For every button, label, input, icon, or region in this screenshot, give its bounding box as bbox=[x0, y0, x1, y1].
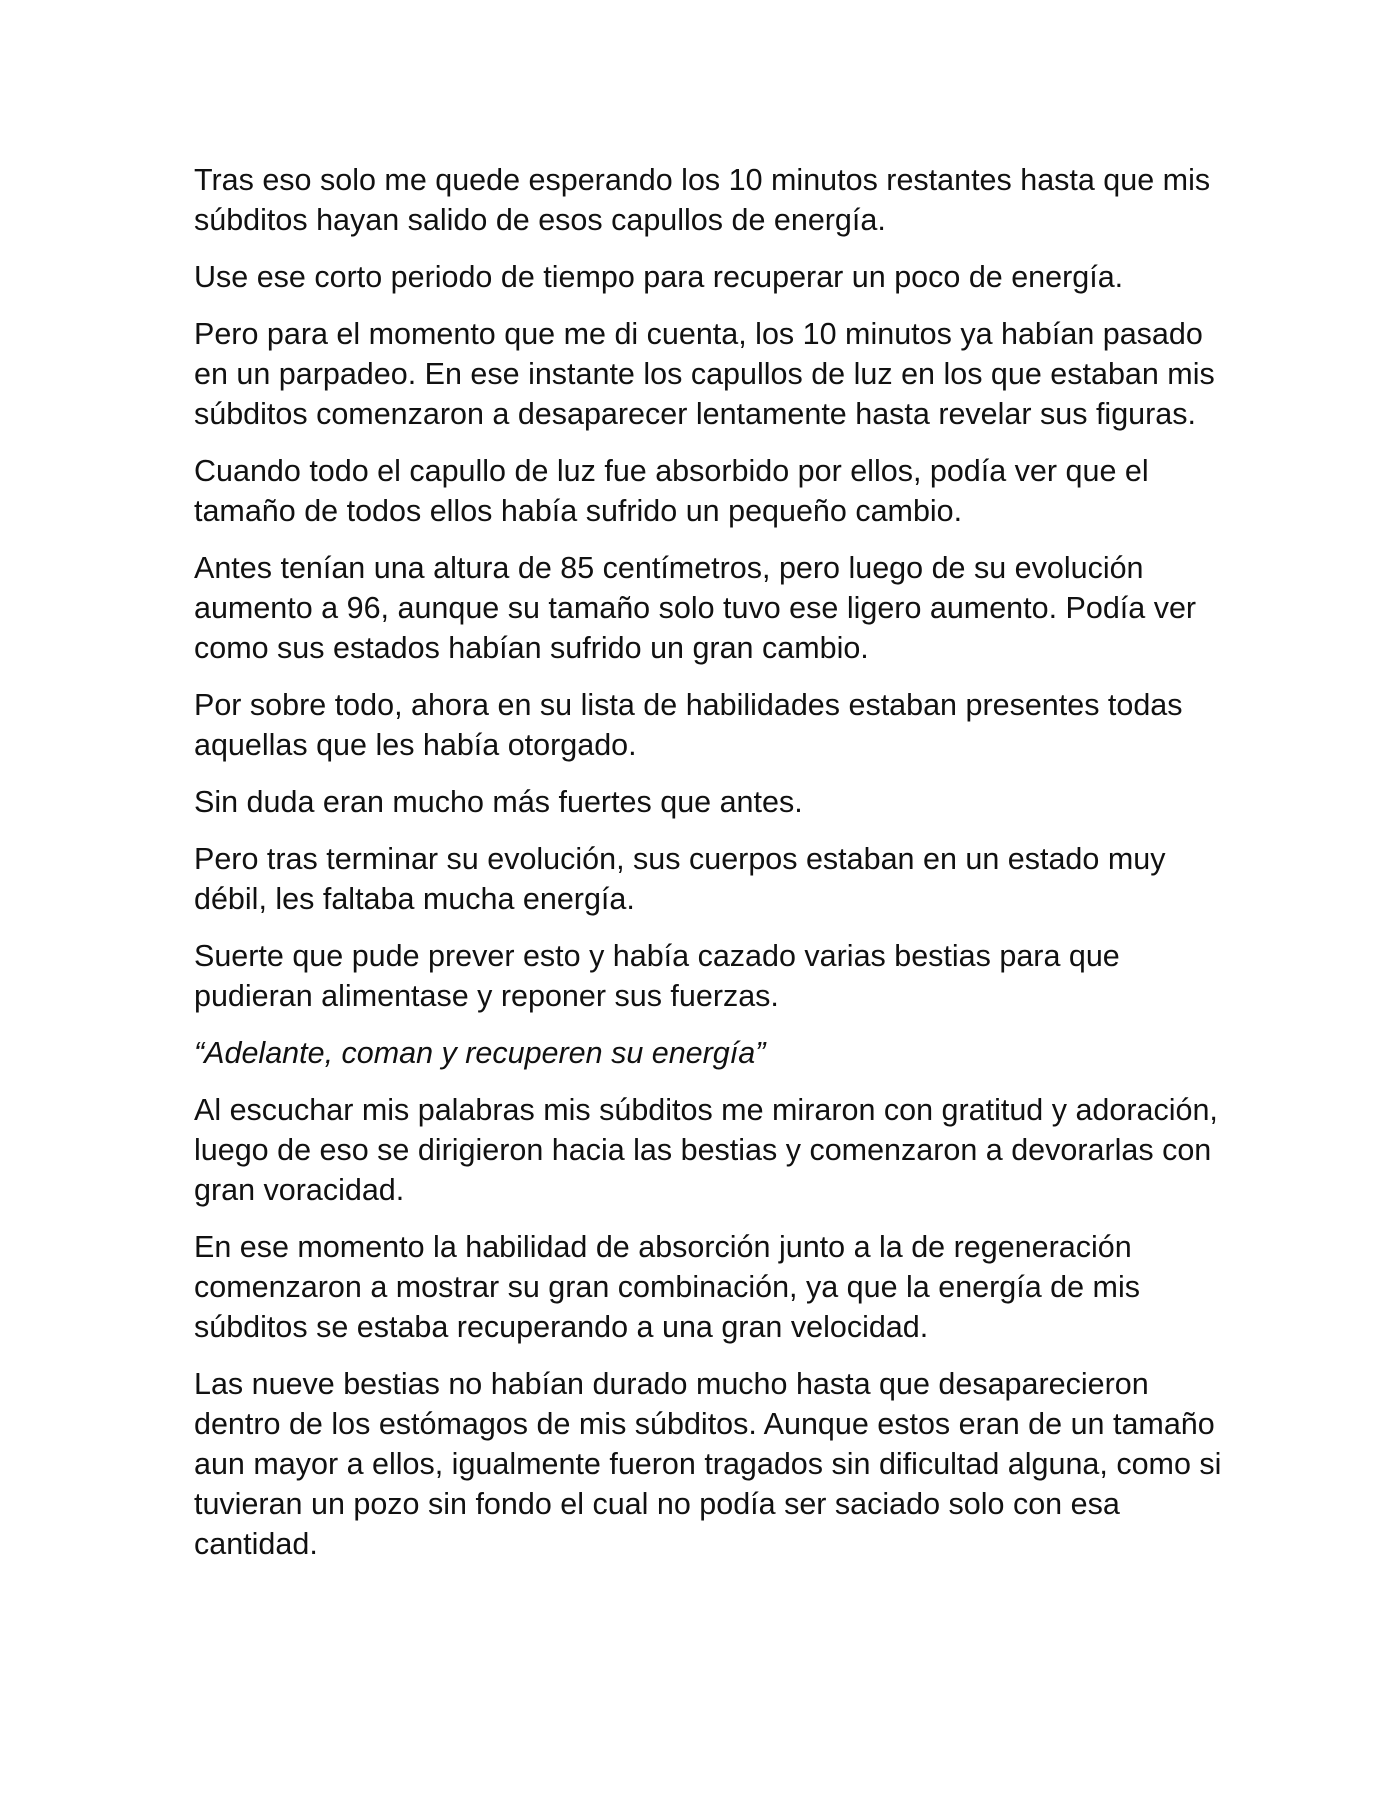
paragraph-12: En ese momento la habilidad de absorción junto a la de regeneración comenzaron a mostrar su gran combinación, ya que la energía de mis súbditos se estaba recuperando a una gran velocidad. bbox=[194, 1230, 1140, 1344]
paragraph-13: Las nueve bestias no habían durado mucho hasta que desaparecieron dentro de los estómagos de mis súbditos. Aunque estos eran de un tamaño aun mayor a ellos, igualmente fueron tragados sin dificultad alguna, como si tuvieran un pozo sin fondo el cual no podía ser saciado solo con esa cantidad. bbox=[194, 1367, 1222, 1561]
paragraph-3: Pero para el momento que me di cuenta, los 10 minutos ya habían pasado en un parpadeo. En ese instante los capullos de luz en los que estaban mis súbditos comenzaron a desaparecer lentamente hasta revelar sus figuras. bbox=[194, 317, 1215, 431]
dialogue-quote: “Adelante, coman y recuperen su energía” bbox=[194, 1036, 766, 1070]
paragraph-11: Al escuchar mis palabras mis súbditos me miraron con gratitud y adoración, luego de eso se dirigieron hacia las bestias y comenzaron a devorarlas con gran voracidad. bbox=[194, 1093, 1218, 1207]
paragraph-5: Antes tenían una altura de 85 centímetros, pero luego de su evolución aumento a 96, aunque su tamaño solo tuvo ese ligero aumento. Podía ver como sus estados habían sufrido un gran cambio. bbox=[194, 551, 1197, 665]
paragraph-7: Sin duda eran mucho más fuertes que antes. bbox=[194, 785, 803, 819]
paragraph-8: Pero tras terminar su evolución, sus cuerpos estaban en un estado muy débil, les faltaba mucha energía. bbox=[194, 842, 1166, 916]
body-text bbox=[194, 160, 1224, 1581]
paragraph-6: Por sobre todo, ahora en su lista de habilidades estaban presentes todas aquellas que les había otorgado. bbox=[194, 688, 1183, 762]
paragraph-1: Tras eso solo me quede esperando los 10 minutos restantes hasta que mis súbditos hayan salido de esos capullos de energía. bbox=[194, 163, 1211, 237]
paragraph-4: Cuando todo el capullo de luz fue absorbido por ellos, podía ver que el tamaño de todos ellos había sufrido un pequeño cambio. bbox=[194, 454, 1149, 528]
paragraph-9: Suerte que pude prever esto y había cazado varias bestias para que pudieran alimentase y reponer sus fuerzas. bbox=[194, 939, 1120, 1013]
paragraph-2: Use ese corto periodo de tiempo para recuperar un poco de energía. bbox=[194, 260, 1124, 294]
